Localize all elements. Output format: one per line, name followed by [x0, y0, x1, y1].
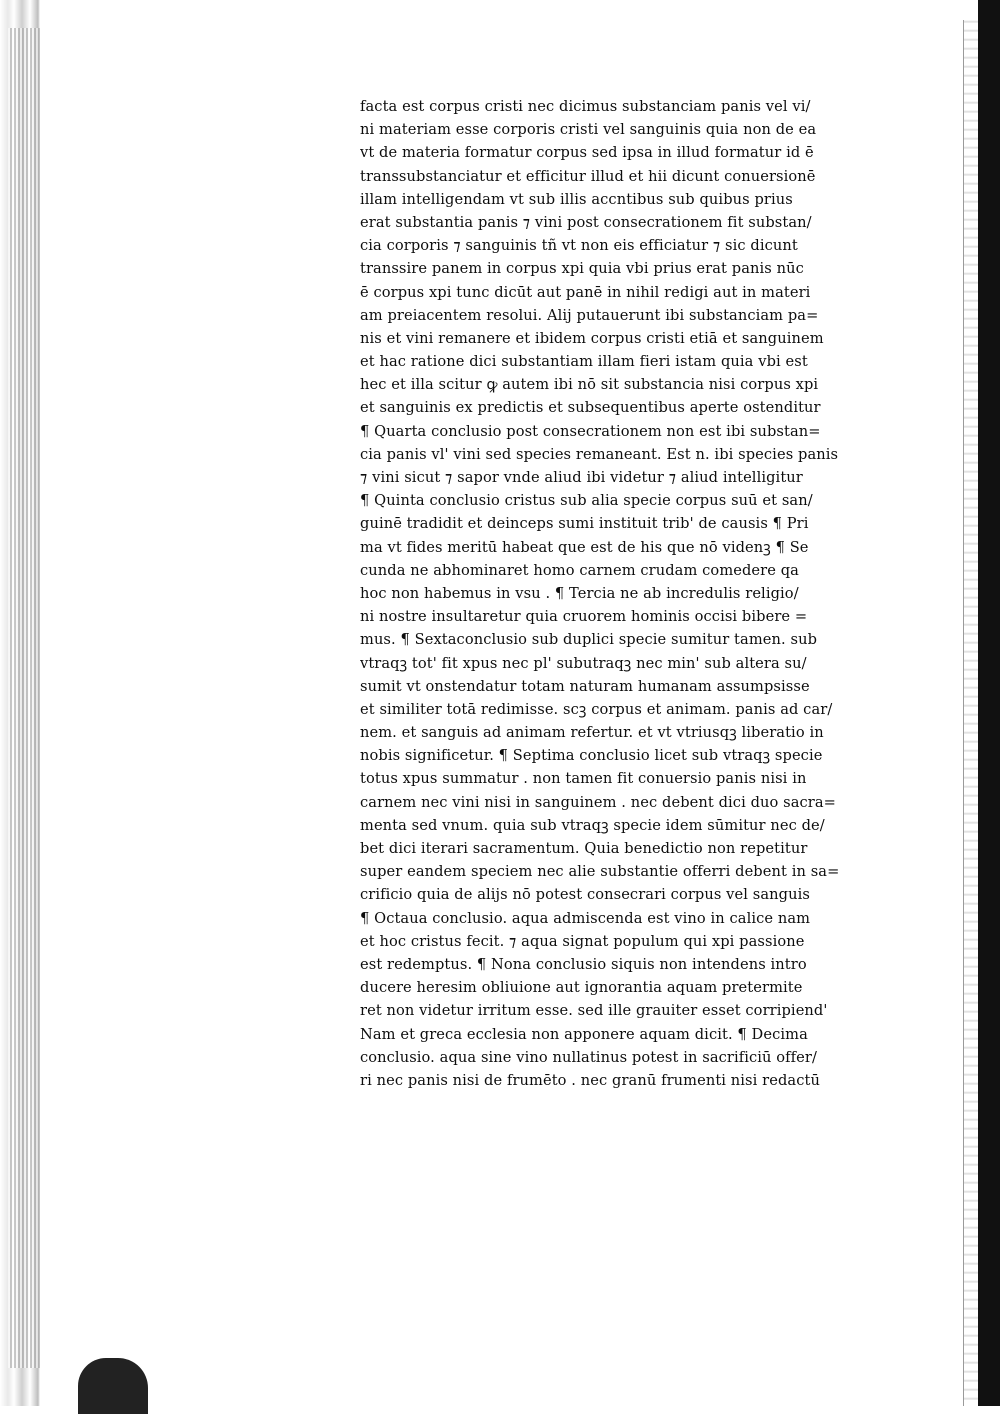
text-line: crificio quia de alijs nō potest consecrari corpus vel sanguis [360, 886, 810, 904]
text-line: ē corpus xpi tunc dicūt aut panē in nihil redigi aut in materi [360, 283, 811, 301]
text-line: am preiacentem resolui. Alij putauerunt ibi substanciam pa= [360, 306, 819, 324]
text-line: et sanguinis ex predictis et subsequentibus aperte ostenditur [360, 399, 821, 417]
text-line: facta est corpus cristi nec dicimus substanciam panis vel vi/ [360, 98, 811, 115]
text-line: vt de materia formatur corpus sed ipsa in illud formatur id ē [360, 144, 814, 162]
scanner-border [978, 0, 1000, 1406]
text-line: carnem nec vini nisi in sanguinem . nec debent dici duo sacra= [360, 793, 837, 811]
text-line: nis et vini remanere et ibidem corpus cristi etiā et sanguinem [360, 329, 824, 347]
text-line: illam intelligendam vt sub illis accntibus sub quibus prius [360, 190, 793, 208]
text-line: cia panis vl' vini sed species remaneant. Est n. ibi species panis [360, 445, 839, 463]
text-line: cia corporis ⁊ sanguinis tñ vt non eis efficiatur ⁊ sic dicunt [360, 237, 798, 255]
text-column [360, 95, 940, 1092]
text-line: sumit vt onstendatur totam naturam humanam assumpsisse [360, 677, 810, 695]
text-line: ¶ Quinta conclusio cristus sub alia specie corpus suū et san/ [360, 492, 813, 510]
text-line: ⁊ vini sicut ⁊ sapor vnde aliud ibi videtur ⁊ aliud intelligitur [360, 469, 803, 486]
text-line: super eandem speciem nec alie substantie offerri debent in sa= [360, 863, 840, 881]
text-line: guinē tradidit et deinceps sumi instituit trib' de causis ¶ Pri [360, 515, 809, 533]
text-line: et hac ratione dici substantiam illam fieri istam quia vbi est [360, 353, 808, 371]
text-line: transsubstanciatur et efficitur illud et hii dicunt conuersionē [360, 167, 816, 185]
text-line: hec et illa scitur ꝙ autem ibi nō sit substancia nisi corpus xpi [360, 376, 819, 394]
text-line: bet dici iterari sacramentum. Quia benedictio non repetitur [360, 840, 808, 857]
text-line: vtraqꝫ tot' fit xpus nec pl' subutraqꝫ nec min' sub altera su/ [360, 654, 807, 672]
text-line: menta sed vnum. quia sub vtraqꝫ specie idem sūmitur nec de/ [360, 816, 825, 834]
text-line: ri nec panis nisi de frumēto . nec granū frumenti nisi redactū [360, 1071, 820, 1089]
text-line: Nam et greca ecclesia non apponere aquam dicit. ¶ Decima [360, 1025, 808, 1043]
text-line: ¶ Quarta conclusio post consecrationem non est ibi substan= [360, 422, 821, 440]
stacked-page-edges [8, 28, 40, 1368]
text-line: ma vt fides meritū habeat que est de his que nō videnꝫ ¶ Se [360, 538, 809, 556]
text-line: nobis significetur. ¶ Septima conclusio licet sub vtraqꝫ specie [360, 747, 823, 765]
text-line: et similiter totā redimisse. scꝫ corpus et animam. panis ad car/ [360, 700, 833, 718]
text-line: et hoc cristus fecit. ⁊ aqua signat populum qui xpi passione [360, 932, 805, 950]
text-line: mus. ¶ Sextaconclusio sub duplici specie sumitur tamen. sub [360, 631, 818, 649]
text-line: transsire panem in corpus xpi quia vbi prius erat panis nūc [360, 260, 804, 278]
text-line: totus xpus summatur . non tamen fit conuersio panis nisi in [360, 770, 807, 788]
text-line: ducere heresim obliuione aut ignorantia aquam pretermite [360, 979, 803, 997]
text-line: ¶ Octaua conclusio. aqua admiscenda est vino in calice nam [360, 909, 811, 927]
text-line: ni materiam esse corporis cristi vel sanguinis quia non de ea [360, 121, 817, 139]
text-line: nem. et sanguis ad animam refertur. et vt vtriusqꝫ liberatio in [360, 724, 824, 742]
fore-edge-strip [963, 20, 978, 1406]
text-line: ni nostre insultaretur quia cruorem hominis occisi bibere = [360, 608, 808, 626]
text-line: hoc non habemus in vsu . ¶ Tercia ne ab incredulis religio/ [360, 584, 799, 602]
text-line: erat substantia panis ⁊ vini post consecrationem fit substan/ [360, 213, 812, 231]
text-line: est redemptus. ¶ Nona conclusio siquis non intendens intro [360, 955, 807, 973]
text-line: cunda ne abhominaret homo carnem crudam comedere qa [360, 561, 799, 579]
text-line: ret non videtur irritum esse. sed ille grauiter esset corripiend' [360, 1002, 828, 1020]
text-line: conclusio. aqua sine vino nullatinus potest in sacrificiū offer/ [360, 1048, 818, 1066]
